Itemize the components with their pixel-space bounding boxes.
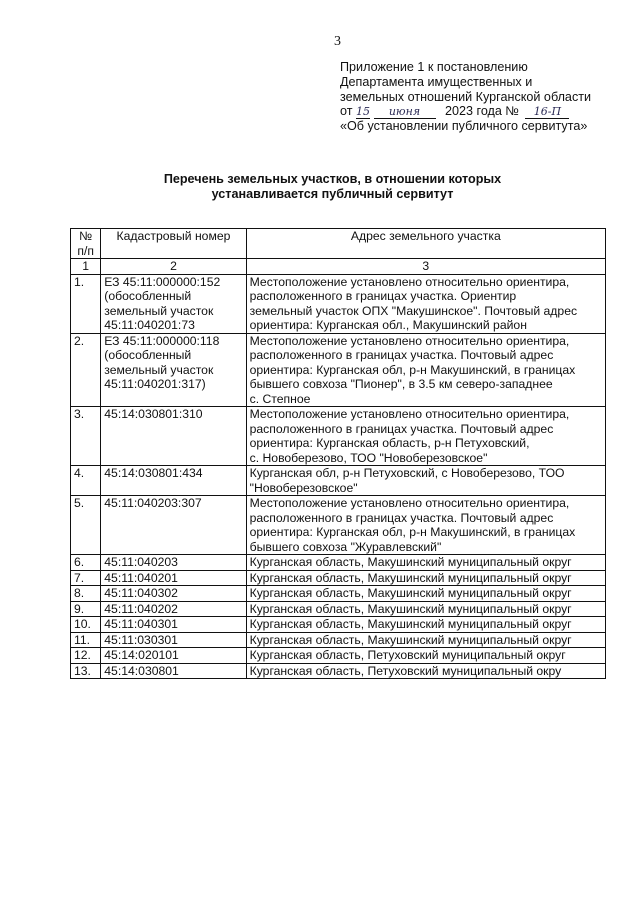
header-cadastral: Кадастровый номер [101, 229, 246, 259]
column-number: 2 [101, 259, 246, 275]
table-row [71, 601, 606, 617]
cadastral-number: 45:11:040203:307 [101, 496, 246, 555]
column-number: 3 [246, 259, 605, 275]
table-row [71, 632, 606, 648]
cadastral-number: 45:14:030801 [101, 663, 246, 679]
cadastral-number: 45:11:040203 [101, 555, 246, 571]
date-year: 2023 года № [445, 104, 519, 119]
table-row [71, 648, 606, 664]
date-prefix: от [340, 104, 353, 119]
row-number: 7. [71, 570, 101, 586]
appendix-line: Департамента имущественных и [340, 74, 533, 89]
header-address: Адрес земельного участка [246, 229, 605, 259]
parcel-address: Курганская область, Макушинский муниципальный округ [246, 617, 605, 633]
appendix-header [340, 60, 620, 134]
table-row [71, 570, 606, 586]
row-number: 6. [71, 555, 101, 571]
table-row [71, 496, 606, 555]
parcel-address: Курганская область, Петуховский муниципальный окру [246, 663, 605, 679]
parcel-address: Курганская область, Макушинский муниципальный округ [246, 555, 605, 571]
cadastral-number: ЕЗ 45:11:000000:152 (обособленный земельный участок 45:11:040201:73 [101, 274, 246, 333]
table-header-row [71, 229, 606, 259]
cadastral-number: 45:11:040202 [101, 601, 246, 617]
parcel-address: Курганская область, Макушинский муниципальный округ [246, 586, 605, 602]
row-number: 5. [71, 496, 101, 555]
parcels-table [70, 228, 606, 679]
cadastral-number: 45:14:020101 [101, 648, 246, 664]
handwritten-doc-number: 16-П [525, 106, 569, 119]
column-number: 1 [71, 259, 101, 275]
row-number: 9. [71, 601, 101, 617]
page-number: 3 [334, 34, 341, 49]
table-row [71, 333, 606, 407]
appendix-line: Приложение 1 к постановлению [340, 60, 528, 74]
cadastral-number: 45:14:030801:310 [101, 407, 246, 466]
parcel-address: Местоположение установлено относительно ориентира, расположенного в границах участка. Почтовый адрес ориентира: Курганская обл, р-н Макушинский, в границах бывшего совхоза "Пионер", в 3.5 км северо-западнее с. Степное [246, 333, 605, 407]
parcel-address: Местоположение установлено относительно ориентира, расположенного в границах участка. Почтовый адрес ориентира: Курганская обл, р-н Макушинский, в границах бывшего совхоза "Журавлевский" [246, 496, 605, 555]
cadastral-number: 45:11:040201 [101, 570, 246, 586]
cadastral-number: 45:14:030801:434 [101, 466, 246, 496]
appendix-line: «Об установлении публичного сервитута» [340, 119, 588, 134]
row-number: 8. [71, 586, 101, 602]
table-row [71, 617, 606, 633]
cadastral-number: ЕЗ 45:11:000000:118 (обособленный земельный участок 45:11:040201:317) [101, 333, 246, 407]
cadastral-number: 45:11:040301 [101, 617, 246, 633]
row-number: 13. [71, 663, 101, 679]
table-row [71, 466, 606, 496]
parcel-address: Местоположение установлено относительно ориентира, расположенного в границах участка. Ориентир земельный участок ОПХ "Макушинское". Почтовый адрес ориентира: Курганская обл., Макушинский район [246, 274, 605, 333]
row-number: 2. [71, 333, 101, 407]
table-row [71, 407, 606, 466]
parcel-address: Курганская область, Макушинский муниципальный округ [246, 570, 605, 586]
appendix-date-line [340, 104, 620, 119]
parcel-address: Курганская область, Петуховский муниципальный округ [246, 648, 605, 664]
cadastral-number: 45:11:040302 [101, 586, 246, 602]
handwritten-day: 15 [356, 105, 370, 119]
cadastral-number: 45:11:030301 [101, 632, 246, 648]
row-number: 3. [71, 407, 101, 466]
row-number: 10. [71, 617, 101, 633]
table-body [71, 274, 606, 679]
row-number: 12. [71, 648, 101, 664]
appendix-line: земельных отношений Курганской области [340, 89, 592, 104]
row-number: 11. [71, 632, 101, 648]
table-row [71, 555, 606, 571]
row-number: 4. [71, 466, 101, 496]
parcel-address: Местоположение установлено относительно ориентира, расположенного в границах участка. Почтовый адрес ориентира: Курганская область, р-н Петуховский, с. Новоберезово, ТОО "Новоберезовское" [246, 407, 605, 466]
table-row [71, 586, 606, 602]
header-num: № п/п [71, 229, 101, 259]
table-row [71, 274, 606, 333]
row-number: 1. [71, 274, 101, 333]
column-number-row [71, 259, 606, 275]
parcel-address: Курганская область, Макушинский муниципальный округ [246, 632, 605, 648]
table-row [71, 663, 606, 679]
handwritten-month: июня [374, 106, 436, 119]
title-line: устанавливается публичный сервитут [211, 187, 454, 201]
parcel-address: Курганская область, Макушинский муниципальный округ [246, 601, 605, 617]
parcel-address: Курганская обл, р-н Петуховский, с Новоберезово, ТОО "Новоберезовское" [246, 466, 605, 496]
title-line: Перечень земельных участков, в отношении которых [163, 172, 502, 186]
document-title [150, 172, 515, 202]
